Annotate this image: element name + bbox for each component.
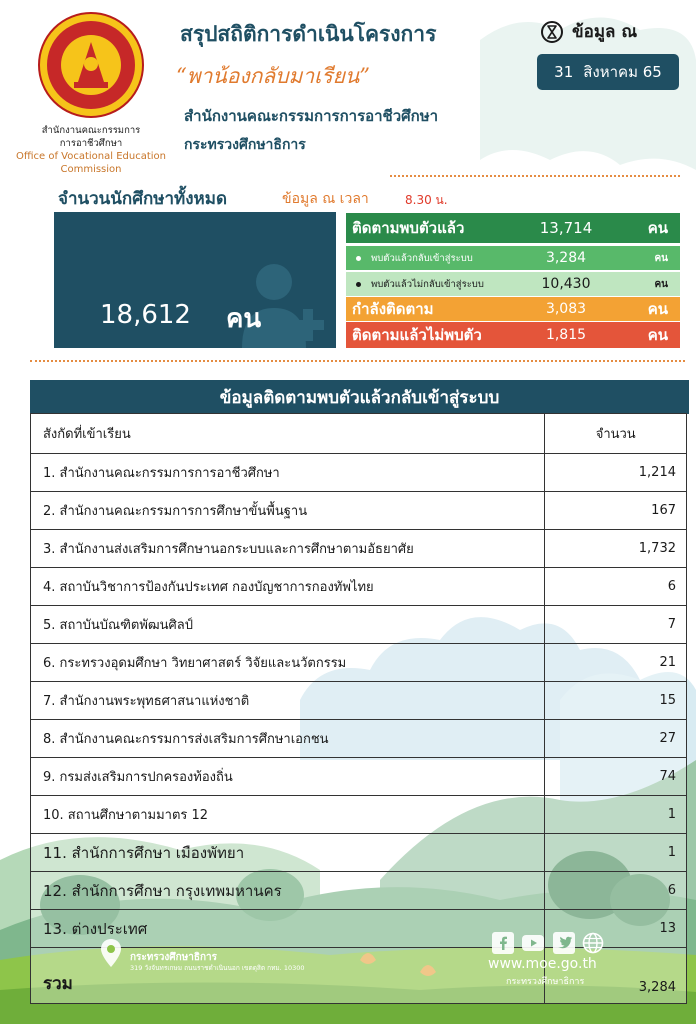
stat-not-found-label: ติดตามแล้วไม่พบตัว [352,326,482,344]
bullet-icon [356,256,361,261]
row-count: 6 [545,872,687,910]
row-affiliation: 10. สถานศึกษาตามมาตร 12 [31,796,545,834]
table-header-row [31,414,687,454]
table-row [31,492,687,530]
stat-not-found-unit: คน [647,326,668,344]
bullet-icon [356,282,361,287]
table-row [31,682,687,720]
agency-en-line1: Office of Vocational Education [15,151,167,162]
total-students-heading: จำนวนนักศึกษาทั้งหมด [58,189,228,209]
row-affiliation: 5. สถาบันบัณฑิตพัฒนศิลป์ [31,606,545,644]
row-affiliation: 1. สำนักงานคณะกรรมการการอาชีวศึกษา [31,454,545,492]
stat-found [346,213,680,243]
stat-not-found-value: 1,815 [545,327,587,343]
row-affiliation: 13. ต่างประเทศ [31,910,545,948]
row-count: 74 [545,758,687,796]
location-pin-icon [100,938,122,968]
total-label: รวม [31,948,545,1004]
total-value: 3,284 [545,948,687,1004]
stat-in-progress-value: 3,083 [545,301,587,317]
agency-th-line1: สำนักงานคณะกรรมการ [41,125,141,136]
stat-in-progress-unit: คน [647,300,668,318]
date-day: 31 [554,63,574,81]
stat-found-unit: คน [647,219,668,237]
stat-found-not-returned-value: 10,430 [541,276,591,292]
row-affiliation: 9. กรมส่งเสริมการปกครองท้องถิ่น [31,758,545,796]
stat-found-returned-value: 3,284 [545,250,587,266]
stat-found-returned-unit: คน [654,252,668,264]
row-count: 21 [545,644,687,682]
total-students-unit: คน [226,304,262,334]
stat-found-returned [346,246,680,270]
divider-middle [30,360,685,362]
stat-in-progress [346,297,680,321]
footer-website[interactable]: www.moe.go.th [488,956,597,972]
table-row [31,644,687,682]
stat-in-progress-label: กำลังติดตาม [352,300,434,318]
agency-name-english [8,150,174,176]
row-count: 13 [545,910,687,948]
row-affiliation: 2. สำนักงานคณะกรรมการการศึกษาขั้นพื้นฐาน [31,492,545,530]
table-row [31,454,687,492]
facebook-icon[interactable] [492,932,514,954]
globe-icon[interactable] [582,932,604,954]
row-count: 167 [545,492,687,530]
agency-name-thai [8,124,174,150]
date-month-year: สิงหาคม 65 [583,63,662,81]
report-date [537,54,679,90]
project-name: “พาน้องกลับมาเรียน” [176,64,370,88]
table-row [31,796,687,834]
table-row [31,606,687,644]
row-count: 1,214 [545,454,687,492]
ministry-name: กระทรวงศึกษาธิการ [184,137,306,153]
data-time-label: ข้อมูล ณ เวลา [282,191,369,207]
row-affiliation: 6. กระทรวงอุดมศึกษา วิทยาศาสตร์ วิจัยและนวัตกรรม [31,644,545,682]
ovec-logo [38,12,144,118]
row-affiliation: 7. สำนักงานพระพุทธศาสนาแห่งชาติ [31,682,545,720]
row-affiliation: 8. สำนักงานคณะกรรมการส่งเสริมการศึกษาเอกชน [31,720,545,758]
organization-name: สำนักงานคณะกรรมการการอาชีวศึกษา [184,107,439,125]
footer-address: 319 วังจันทรเกษม ถนนราชดำเนินนอก เขตดุสิต กทม. 10300 [130,964,305,972]
row-count: 27 [545,720,687,758]
report-title: สรุปสถิติการดำเนินโครงการ [180,22,437,46]
stat-found-not-returned-unit: คน [654,278,668,290]
row-affiliation: 3. สำนักงานส่งเสริมการศึกษานอกระบบและการศึกษาตามอัธยาศัย [31,530,545,568]
row-affiliation: 12. สำนักการศึกษา กรุงเทพมหานคร [31,872,545,910]
column-header-affiliation: สังกัดที่เข้าเรียน [31,414,545,454]
table-body [31,454,687,948]
as-of-label: ข้อมูล ณ [572,22,638,42]
footer-website-caption: กระทรวงศึกษาธิการ [506,977,585,987]
stat-found-label: ติดตามพบตัวแล้ว [352,219,465,237]
stat-not-found [346,322,680,348]
table-row [31,720,687,758]
stat-found-value: 13,714 [539,219,593,237]
youtube-icon[interactable] [522,932,544,954]
total-students-value: 18,612 [100,300,191,330]
agency-en-line2: Commission [60,164,122,175]
table-row [31,568,687,606]
row-count: 1 [545,796,687,834]
total-students-card [54,212,336,348]
stat-found-not-returned [346,272,680,296]
divider-top [390,175,680,177]
agency-th-line2: การอาชีวศึกษา [59,138,123,149]
table-row [31,530,687,568]
stat-found-not-returned-label: พบตัวแล้วไม่กลับเข้าสู่ระบบ [371,278,484,290]
row-count: 6 [545,568,687,606]
hourglass-icon [541,21,563,43]
table-row [31,758,687,796]
stat-found-returned-label: พบตัวแล้วกลับเข้าสู่ระบบ [371,252,473,264]
footer-ministry: กระทรวงศึกษาธิการ [130,952,218,963]
row-count: 15 [545,682,687,720]
table-banner: ข้อมูลติดตามพบตัวแล้วกลับเข้าสู่ระบบ [30,380,689,414]
row-affiliation: 4. สถาบันวิชาการป้องกันประเทศ กองบัญชาการกองทัพไทย [31,568,545,606]
table-row [31,872,687,910]
column-header-count: จำนวน [545,414,687,454]
affiliation-table [30,413,687,1004]
row-count: 1,732 [545,530,687,568]
row-affiliation: 11. สำนักการศึกษา เมืองพัทยา [31,834,545,872]
data-time-value: 8.30 น. [405,193,448,207]
row-count: 1 [545,834,687,872]
twitter-icon[interactable] [553,932,575,954]
table-row [31,834,687,872]
row-count: 7 [545,606,687,644]
